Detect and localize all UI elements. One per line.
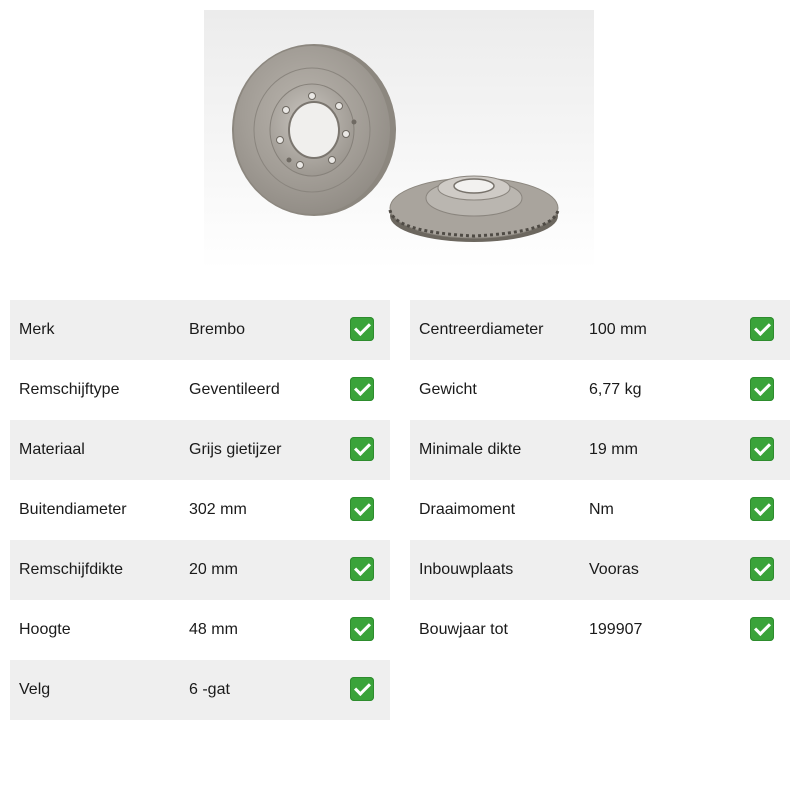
large-disc	[232, 44, 396, 216]
spec-row-bouwjaar-tot	[410, 600, 790, 660]
check-mark-icon	[350, 617, 374, 641]
product-image	[204, 10, 594, 270]
spec-value: 48 mm	[189, 621, 238, 638]
spec-value: 302 mm	[189, 501, 247, 518]
spec-row-gewicht	[410, 360, 790, 420]
spec-row-minimale-dikte	[410, 420, 790, 480]
specs-right-column	[410, 300, 790, 660]
spec-label: Materiaal	[19, 441, 85, 458]
check-mark-icon	[350, 377, 374, 401]
spec-row-materiaal	[10, 420, 390, 480]
spec-label: Draaimoment	[419, 501, 516, 518]
spec-label: Merk	[19, 321, 55, 338]
spec-row-centreerdiameter	[410, 300, 790, 360]
spec-value: 19 mm	[589, 441, 638, 458]
spec-label: Inbouwplaats	[419, 561, 514, 578]
check-mark-icon	[750, 617, 774, 641]
check-mark-icon	[750, 377, 774, 401]
spec-value: Nm	[589, 501, 614, 518]
spec-row-remschijftype	[10, 360, 390, 420]
brake-disc-illustration	[204, 10, 594, 270]
spec-value: 199907	[589, 621, 643, 638]
check-mark-icon	[350, 497, 374, 521]
spec-row-draaimoment	[410, 480, 790, 540]
small-disc	[390, 176, 558, 242]
spec-value: 20 mm	[189, 561, 238, 578]
spec-label: Remschijftype	[19, 381, 120, 398]
spec-value: 6 -gat	[189, 681, 230, 698]
spec-value: Vooras	[589, 561, 639, 578]
check-mark-icon	[750, 497, 774, 521]
check-mark-icon	[350, 317, 374, 341]
spec-label: Remschijfdikte	[19, 561, 124, 578]
spec-row-buitendiameter	[10, 480, 390, 540]
spec-label: Hoogte	[19, 621, 71, 638]
spec-row-merk	[10, 300, 390, 360]
check-mark-icon	[750, 557, 774, 581]
spec-value: Brembo	[189, 321, 246, 338]
spec-value: 6,77 kg	[589, 381, 642, 398]
check-mark-icon	[350, 677, 374, 701]
specs-left-column	[10, 300, 390, 720]
spec-row-remschijfdikte	[10, 540, 390, 600]
spec-label: Bouwjaar tot	[419, 621, 508, 638]
spec-label: Velg	[19, 681, 51, 698]
spec-row-inbouwplaats	[410, 540, 790, 600]
check-mark-icon	[750, 437, 774, 461]
check-mark-icon	[350, 557, 374, 581]
spec-label: Minimale dikte	[419, 441, 522, 458]
spec-row-hoogte	[10, 600, 390, 660]
spec-row-velg	[10, 660, 390, 720]
spec-value: Geventileerd	[189, 381, 280, 398]
spec-label: Centreerdiameter	[419, 321, 544, 338]
check-mark-icon	[750, 317, 774, 341]
check-mark-icon	[350, 437, 374, 461]
spec-label: Gewicht	[419, 381, 477, 398]
spec-value: Grijs gietijzer	[189, 441, 282, 458]
spec-label: Buitendiameter	[19, 501, 127, 518]
spec-value: 100 mm	[589, 321, 647, 338]
